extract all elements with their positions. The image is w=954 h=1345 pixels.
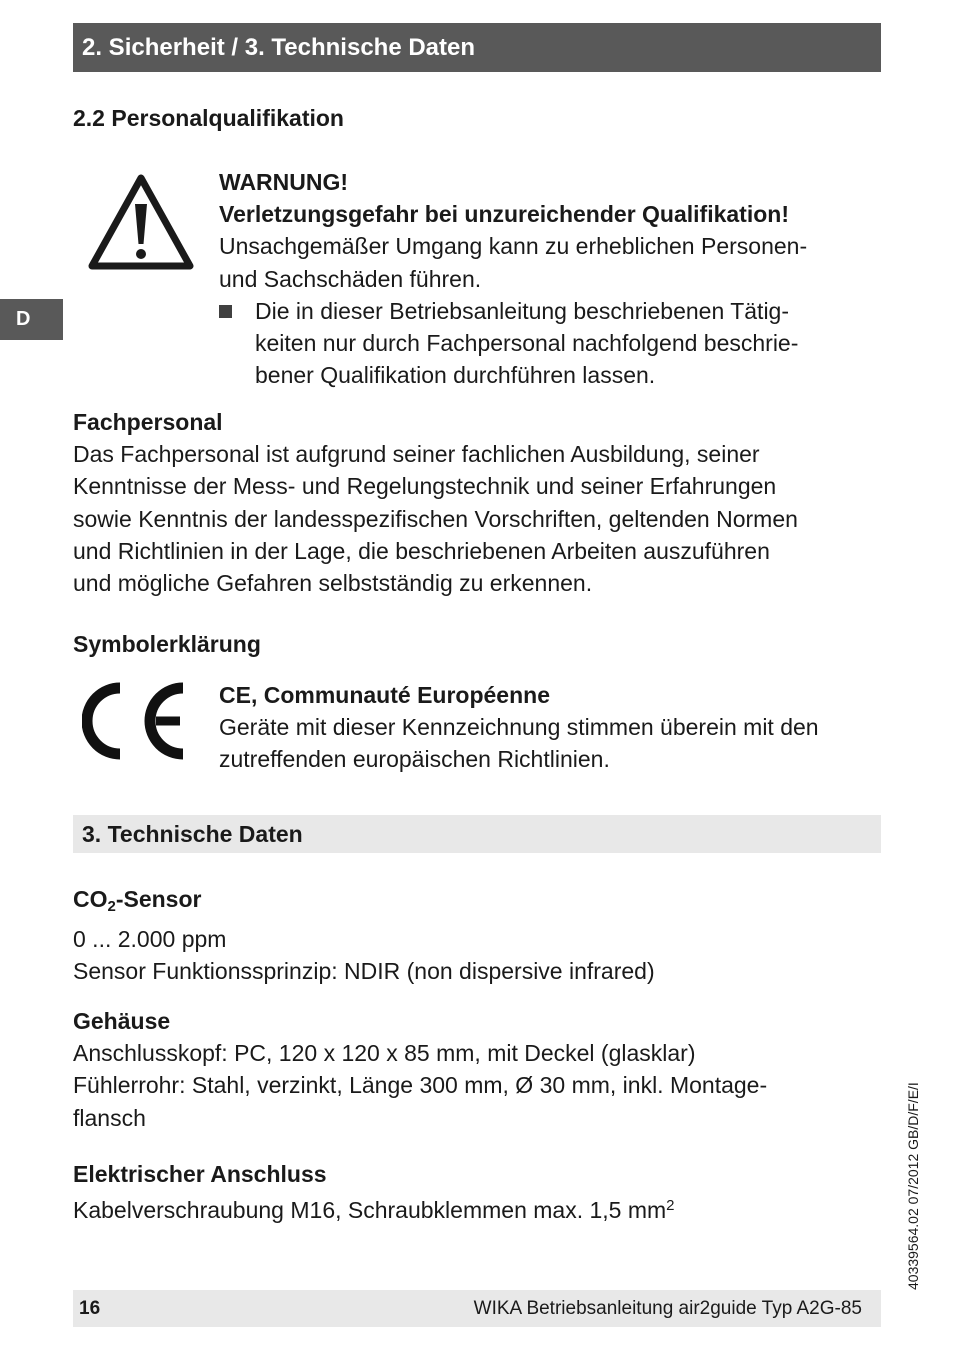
gehaeuse-line: Fühlerrohr: Stahl, verzinkt, Länge 300 mm, Ø 30 mm, inkl. Montage-: [73, 1072, 768, 1099]
page-header: [73, 23, 881, 72]
bullet-square-icon: [219, 305, 232, 318]
bullet-text-line: keiten nur durch Fachpersonal nachfolgend beschrie-: [255, 330, 799, 357]
warning-block: [219, 166, 881, 391]
ce-mark-icon: [82, 680, 190, 762]
page-number: 16: [79, 1298, 101, 1319]
co2-heading-subscript: 2: [107, 898, 116, 915]
warning-text-line: und Sachschäden führen.: [219, 265, 482, 292]
warning-bullet: [219, 295, 881, 392]
page-footer: [73, 1290, 881, 1327]
bullet-text-line: bener Qualifikation durchführen lassen.: [255, 362, 656, 389]
fachpersonal-section: [73, 406, 881, 599]
gehaeuse-heading: Gehäuse: [73, 1008, 171, 1034]
fachpersonal-line: und mögliche Gefahren selbstständig zu erkennen.: [73, 570, 593, 597]
fachpersonal-line: sowie Kenntnis der landesspezifischen Vorschriften, geltenden Normen: [73, 505, 798, 532]
language-tab-label: D: [16, 308, 31, 330]
warning-subtitle: Verletzungsgefahr bei unzureichender Qualifikation!: [219, 201, 789, 228]
section-heading-personalqualifikation: 2.2 Personalqualifikation: [73, 105, 344, 131]
ce-text-line: Geräte mit dieser Kennzeichnung stimmen überein mit den: [219, 714, 819, 741]
elektrisch-text: Kabelverschraubung M16, Schraubklemmen max. 1,5 mm: [73, 1197, 667, 1224]
ce-title: CE, Communauté Européenne: [219, 682, 550, 708]
gehaeuse-line: Anschlusskopf: PC, 120 x 120 x 85 mm, mit Deckel (glasklar): [73, 1040, 696, 1067]
elektrischer-anschluss-section: [73, 1158, 881, 1226]
symbol-heading: Symbolerklärung: [73, 631, 261, 657]
co2-heading-prefix: CO: [73, 886, 108, 912]
fachpersonal-heading: Fachpersonal: [73, 409, 223, 435]
section-bar-technische-daten: [73, 815, 881, 853]
co2-sensor-section: [73, 883, 881, 988]
elektrisch-text-line: [73, 1190, 881, 1226]
co2-heading: [73, 883, 881, 923]
warning-text-line: Unsachgemäßer Umgang kann zu erheblichen Personen-: [219, 233, 808, 260]
language-tab: [0, 299, 63, 340]
bullet-text-line: Die in dieser Betriebsanleitung beschriebenen Tätig-: [255, 297, 790, 324]
section-bar-title: 3. Technische Daten: [82, 821, 303, 847]
gehaeuse-line: flansch: [73, 1104, 146, 1131]
co2-principle: Sensor Funktionssprinzip: NDIR (non dispersive infrared): [73, 958, 655, 985]
document-code: 40339564.02 07/2012 GB/D/F/E/I: [905, 1082, 921, 1290]
gehaeuse-section: [73, 1005, 881, 1134]
header-title: 2. Sicherheit / 3. Technische Daten: [82, 34, 476, 61]
ce-text-line: zutreffenden europäischen Richtlinien.: [219, 746, 610, 773]
elektrisch-superscript: 2: [666, 1197, 675, 1215]
fachpersonal-line: Kenntnisse der Mess- und Regelungstechnik und seiner Erfahrungen: [73, 473, 777, 500]
warning-title: WARNUNG!: [219, 169, 349, 195]
co2-range: 0 ... 2.000 ppm: [73, 926, 227, 953]
warning-triangle-icon: [86, 172, 196, 272]
fachpersonal-line: Das Fachpersonal ist aufgrund seiner fachlichen Ausbildung, seiner: [73, 441, 760, 468]
fachpersonal-line: und Richtlinien in der Lage, die beschriebenen Arbeiten auszuführen: [73, 537, 770, 564]
elektrisch-heading: Elektrischer Anschluss: [73, 1161, 327, 1187]
footer-title: WIKA Betriebsanleitung air2guide Typ A2G-85: [473, 1298, 862, 1319]
ce-description: [219, 679, 881, 776]
co2-heading-suffix: -Sensor: [115, 886, 202, 912]
